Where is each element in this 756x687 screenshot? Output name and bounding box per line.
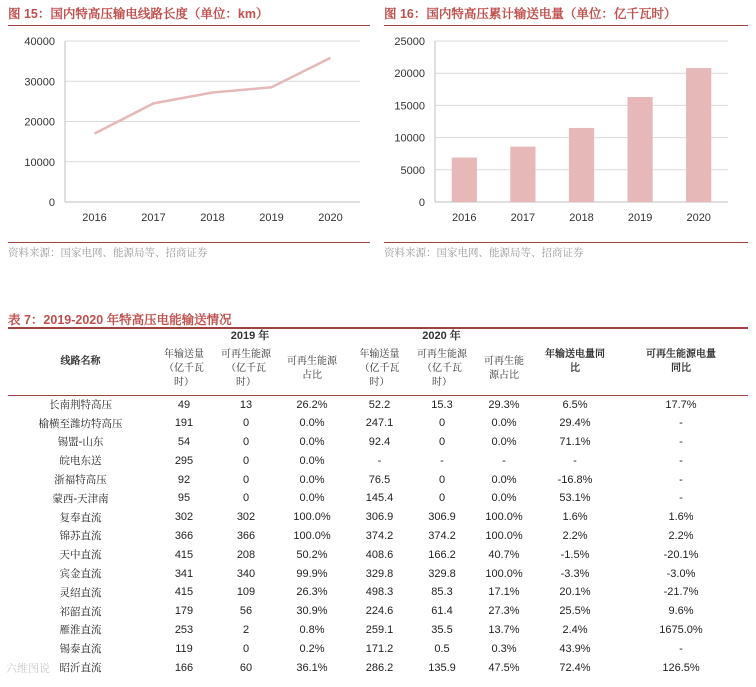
bar: [628, 97, 653, 202]
value-cell: 29.4%: [559, 417, 591, 430]
value-cell: 43.9%: [559, 642, 591, 655]
header-2020-volume: 年输送量（亿千瓦时）: [347, 343, 412, 395]
value-cell: -: [679, 642, 683, 655]
value-cell: 26.3%: [296, 586, 328, 599]
fig15-source: 资料来源：国家电网、能源局等、招商证券: [8, 247, 208, 259]
table-row: [8, 658, 748, 677]
value-cell: 0: [242, 454, 250, 467]
y-tick-label: 15000: [394, 100, 425, 113]
value-cell: 85.3: [431, 586, 453, 599]
value-cell: 340: [236, 567, 256, 580]
value-cell: -: [502, 454, 506, 467]
value-cell: 415: [174, 586, 194, 599]
value-cell: 92.4: [368, 435, 391, 448]
value-cell: 54: [177, 435, 191, 448]
value-cell: 0.0%: [299, 492, 325, 505]
value-cell: 100.0%: [485, 511, 523, 524]
y-tick-label: 40000: [24, 36, 55, 48]
x-tick-label: 2020: [686, 212, 711, 224]
line-name-cell: 蒙西-天津南: [52, 492, 109, 505]
value-cell: 329.8: [365, 567, 394, 580]
value-cell: -3.3%: [560, 567, 590, 580]
table-row: [8, 451, 748, 470]
line-name-cell: 浙福特高压: [54, 474, 107, 487]
value-cell: 20.1%: [559, 586, 591, 599]
value-cell: 329.8: [428, 567, 456, 580]
value-cell: -: [679, 492, 683, 505]
value-cell: 29.3%: [488, 398, 520, 411]
value-cell: -: [377, 454, 382, 467]
bar: [686, 68, 711, 202]
value-cell: 0.8%: [299, 623, 325, 636]
x-tick-label: 2019: [259, 212, 284, 224]
value-cell: 15.3: [431, 398, 453, 411]
value-cell: 100.0%: [293, 511, 331, 524]
value-cell: 0: [438, 435, 446, 448]
table-row: [8, 433, 748, 452]
header-2019-volume: 年输送量（亿千瓦时）: [153, 343, 215, 395]
value-cell: -1.5%: [560, 548, 590, 561]
value-cell: 52.2: [368, 398, 391, 411]
header-2020-ratio: 可再生能源占比: [472, 343, 536, 395]
value-cell: 0.0%: [491, 435, 517, 448]
fig16-title-rule: [384, 25, 748, 26]
value-cell: 92: [177, 473, 191, 486]
value-cell: 0: [242, 492, 250, 505]
value-cell: 26.2%: [296, 398, 328, 411]
header-year-2020: 2020 年: [422, 330, 461, 342]
value-cell: 1.6%: [668, 511, 694, 524]
table-row: [8, 602, 748, 621]
value-cell: 36.1%: [296, 661, 328, 674]
table-row: [8, 470, 748, 489]
x-tick-label: 2017: [510, 212, 536, 224]
value-cell: 374.2: [428, 529, 456, 542]
value-cell: 13: [239, 398, 253, 411]
value-cell: 47.5%: [488, 661, 520, 674]
x-tick-label: 2016: [82, 212, 107, 224]
value-cell: 99.9%: [296, 567, 328, 580]
table-row: [8, 414, 748, 433]
value-cell: 0: [438, 417, 446, 430]
value-cell: 306.9: [428, 511, 456, 524]
line-name-cell: 宾金直流: [59, 568, 102, 581]
value-cell: 191: [174, 417, 194, 430]
value-cell: 72.4%: [559, 661, 591, 674]
line-name-cell: 复奉直流: [59, 511, 102, 524]
value-cell: 0: [438, 473, 446, 486]
value-cell: 341: [174, 567, 194, 580]
header-2020-renewable: 可再生能源（亿千瓦时）: [412, 343, 472, 395]
line-name-cell: 灵绍直流: [59, 586, 102, 599]
value-cell: 166: [174, 661, 194, 674]
value-cell: 56: [239, 605, 253, 618]
value-cell: 30.9%: [296, 605, 328, 618]
header-year-2019: 2019 年: [230, 330, 270, 342]
value-cell: 49: [177, 398, 191, 411]
value-cell: 9.6%: [668, 605, 694, 618]
header-line-name: 线路名称: [8, 329, 153, 395]
value-cell: 6.5%: [562, 398, 588, 411]
value-cell: 0: [242, 473, 250, 486]
value-cell: 166.2: [428, 548, 456, 561]
value-cell: 53.1%: [559, 492, 591, 505]
fig16-source: 资料来源：国家电网、能源局等、招商证券: [384, 247, 584, 259]
line-name-cell: 天中直流: [59, 549, 102, 562]
value-cell: 208: [236, 548, 256, 561]
value-cell: -16.8%: [557, 473, 593, 486]
value-cell: 302: [174, 511, 194, 524]
fig15-title: 图 15：国内特高压输电线路长度（单位：km）: [8, 7, 269, 21]
y-tick-label: 0: [418, 197, 425, 209]
line-name-cell: 皖电东送: [59, 455, 102, 468]
value-cell: 366: [236, 529, 256, 542]
value-cell: 286.2: [365, 661, 394, 674]
value-cell: 224.6: [365, 605, 394, 618]
line-name-cell: 雁淮直流: [59, 624, 102, 637]
value-cell: 71.1%: [559, 435, 591, 448]
value-cell: 50.2%: [296, 548, 328, 561]
value-cell: 0.0%: [491, 417, 517, 430]
line-name-cell: 昭沂直流: [59, 662, 102, 675]
y-tick-label: 30000: [24, 76, 55, 89]
table-row: [8, 621, 748, 640]
value-cell: 259.1: [365, 623, 394, 636]
value-cell: 408.6: [365, 548, 394, 561]
value-cell: 2: [242, 623, 250, 636]
value-cell: 109: [236, 586, 256, 599]
series-line: [95, 58, 331, 134]
value-cell: 95: [177, 492, 191, 505]
value-cell: 374.2: [365, 529, 394, 542]
line-name-cell: 长南荆特高压: [49, 399, 112, 412]
value-cell: 145.4: [365, 492, 394, 505]
table-row: [8, 395, 748, 414]
value-cell: 2.2%: [668, 529, 694, 542]
y-tick-label: 5000: [400, 164, 425, 177]
value-cell: 1675.0%: [659, 623, 703, 636]
value-cell: -: [679, 473, 683, 486]
line-name-cell: 锡盟-山东: [57, 436, 104, 449]
bar: [510, 147, 535, 202]
value-cell: 2.4%: [562, 623, 588, 636]
value-cell: 2.2%: [562, 529, 588, 542]
value-cell: -3.0%: [666, 567, 696, 580]
value-cell: -20.1%: [663, 548, 699, 561]
table-row: [8, 583, 748, 602]
table-row: [8, 527, 748, 546]
value-cell: 171.2: [365, 642, 394, 655]
value-cell: 0.0%: [491, 473, 517, 486]
value-cell: 100.0%: [485, 567, 523, 580]
value-cell: 0.0%: [299, 454, 325, 467]
value-cell: 415: [174, 548, 194, 561]
value-cell: 0.0%: [299, 435, 325, 448]
watermark: 六维图说: [6, 663, 50, 675]
value-cell: 253: [174, 623, 194, 636]
value-cell: 0.3%: [491, 642, 517, 655]
value-cell: 61.4: [431, 605, 453, 618]
value-cell: 0.5: [434, 642, 450, 655]
value-cell: 27.3%: [488, 605, 520, 618]
value-cell: -: [679, 417, 683, 430]
bar: [452, 158, 477, 202]
x-tick-label: 2019: [627, 212, 653, 224]
value-cell: 135.9: [428, 661, 456, 674]
value-cell: 498.3: [365, 586, 394, 599]
value-cell: 13.7%: [488, 623, 520, 636]
fig16-title: 图 16：国内特高压累计输送电量（单位：亿千瓦时）: [384, 7, 677, 21]
header-renewable-yoy: 可再生能源电量同比: [614, 329, 748, 395]
value-cell: 306.9: [365, 511, 394, 524]
y-tick-label: 20000: [394, 68, 425, 81]
fig15-source-rule: [8, 242, 370, 243]
table-row: [8, 564, 748, 583]
y-tick-label: 20000: [24, 116, 55, 129]
value-cell: 302: [236, 511, 256, 524]
value-cell: 0: [438, 492, 446, 505]
x-tick-label: 2018: [200, 212, 225, 224]
value-cell: 0: [242, 417, 250, 430]
y-tick-label: 10000: [394, 132, 425, 145]
value-cell: 100.0%: [485, 529, 523, 542]
table-row: [8, 508, 748, 527]
value-cell: 0.2%: [299, 642, 325, 655]
table-row: [8, 545, 748, 564]
value-cell: 35.5: [431, 623, 453, 636]
x-tick-label: 2018: [569, 212, 594, 224]
table-row: [8, 639, 748, 658]
header-2019-ratio: 可再生能源占比: [277, 343, 347, 395]
y-tick-label: 10000: [24, 156, 55, 169]
value-cell: -: [679, 454, 683, 467]
fig15-line-chart: [8, 28, 376, 240]
value-cell: 25.5%: [559, 605, 591, 618]
value-cell: 295: [174, 454, 194, 467]
value-cell: -: [679, 435, 683, 448]
y-tick-label: 25000: [394, 36, 425, 48]
value-cell: 179: [174, 605, 194, 618]
fig15-title-rule: [8, 25, 370, 26]
value-cell: 0.0%: [299, 473, 325, 486]
value-cell: 100.0%: [293, 529, 331, 542]
fig16-bar-chart: [384, 28, 748, 240]
header-volume-yoy: 年输送电量同比: [536, 329, 614, 395]
value-cell: -: [440, 454, 444, 467]
header-2019-renewable: 可再生能源（亿千瓦时）: [215, 343, 277, 395]
value-cell: 0: [242, 435, 250, 448]
table-row: [8, 489, 748, 508]
value-cell: -21.7%: [663, 586, 699, 599]
value-cell: 0: [242, 642, 250, 655]
value-cell: 126.5%: [662, 661, 700, 674]
bar: [569, 128, 594, 202]
value-cell: 60: [239, 661, 253, 674]
line-name-cell: 祁韶直流: [59, 605, 102, 618]
value-cell: 366: [174, 529, 194, 542]
x-tick-label: 2020: [318, 212, 343, 224]
value-cell: 40.7%: [488, 548, 520, 561]
value-cell: 247.1: [365, 417, 394, 430]
value-cell: 119: [175, 642, 193, 655]
table-title: 表 7：2019-2020 年特高压电能输送情况: [8, 313, 232, 327]
line-name-cell: 锦苏直流: [59, 530, 102, 543]
value-cell: 76.5: [368, 473, 391, 486]
value-cell: 0.0%: [299, 417, 325, 430]
value-cell: 17.1%: [488, 586, 520, 599]
x-tick-label: 2016: [452, 212, 477, 224]
line-name-cell: 锡泰直流: [59, 643, 102, 656]
fig16-source-rule: [384, 242, 748, 243]
line-name-cell: 榆横至潍坊特高压: [38, 417, 123, 430]
y-tick-label: 0: [48, 197, 55, 209]
value-cell: 1.6%: [562, 511, 588, 524]
value-cell: 17.7%: [665, 398, 697, 411]
transmission-table: [8, 329, 748, 677]
value-cell: 0.0%: [491, 492, 517, 505]
x-tick-label: 2017: [141, 212, 166, 224]
value-cell: -: [573, 454, 577, 467]
